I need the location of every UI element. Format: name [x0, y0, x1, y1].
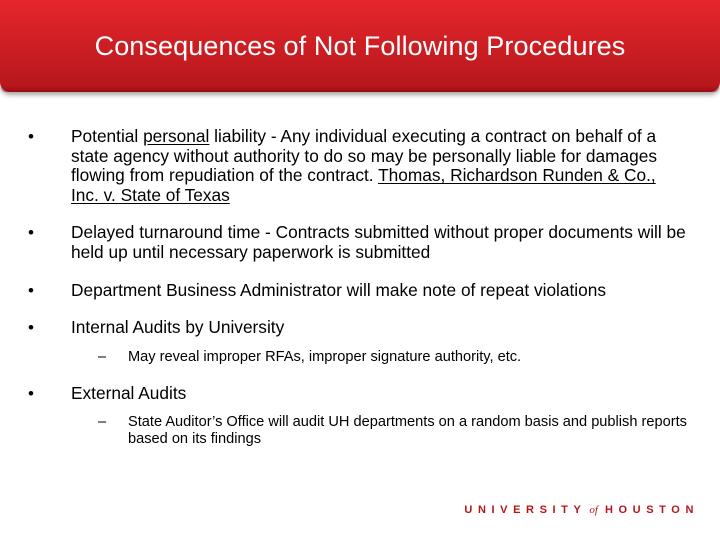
- bullet-dot: •: [28, 127, 34, 146]
- bullet-item-delayed-turnaround: [28, 223, 688, 262]
- university-logo: [464, 504, 699, 516]
- bullet-text-pre: Potential: [71, 126, 144, 146]
- sub-dash: –: [98, 348, 107, 365]
- sub-text: State Auditor’s Office will audit UH departments on a random basis and publish reports based on its findings: [128, 414, 687, 448]
- logo-university: UNIVERSITY: [464, 504, 587, 516]
- logo-houston: HOUSTON: [604, 504, 699, 516]
- bullet-text-underlined: personal: [143, 126, 210, 146]
- bullet-dot: •: [28, 223, 34, 243]
- bullet-list: [28, 127, 688, 448]
- sub-text: May reveal improper RFAs, improper signature authority, etc.: [128, 348, 522, 365]
- sub-item-internal-audits: [98, 349, 688, 366]
- bullet-item-internal-audits: [28, 318, 688, 338]
- bullet-text: External Audits: [71, 382, 187, 403]
- bullet-dot: •: [28, 280, 34, 300]
- bullet-item-personal-liability: [28, 127, 688, 205]
- slide-title: Consequences of Not Following Procedures: [94, 31, 626, 61]
- bullet-dot: •: [28, 383, 34, 403]
- sub-dash: –: [98, 414, 107, 431]
- bullet-item-external-audits: [28, 384, 688, 404]
- bullet-dot: •: [28, 318, 34, 338]
- bullet-text-mid: liability - Any individual executing a contract on behalf of a state agency without authority to do so may be personally liable for damages flowing from repudiation of the contract.: [71, 126, 657, 186]
- bullet-text: Delayed turnaround time - Contracts submitted without proper documents will be held up until necessary paperwork is submitted: [71, 222, 686, 262]
- bullet-text: Department Business Administrator will make note of repeat violations: [71, 279, 607, 300]
- sub-item-external-audits: [98, 414, 688, 448]
- title-bar: [0, 0, 720, 92]
- logo-of: of: [589, 504, 598, 516]
- bullet-text: Internal Audits by University: [71, 317, 285, 338]
- case-citation: Thomas, Richardson Runden & Co., Inc. v. State of Texas: [71, 165, 656, 205]
- bullet-item-repeat-violations: [28, 281, 688, 301]
